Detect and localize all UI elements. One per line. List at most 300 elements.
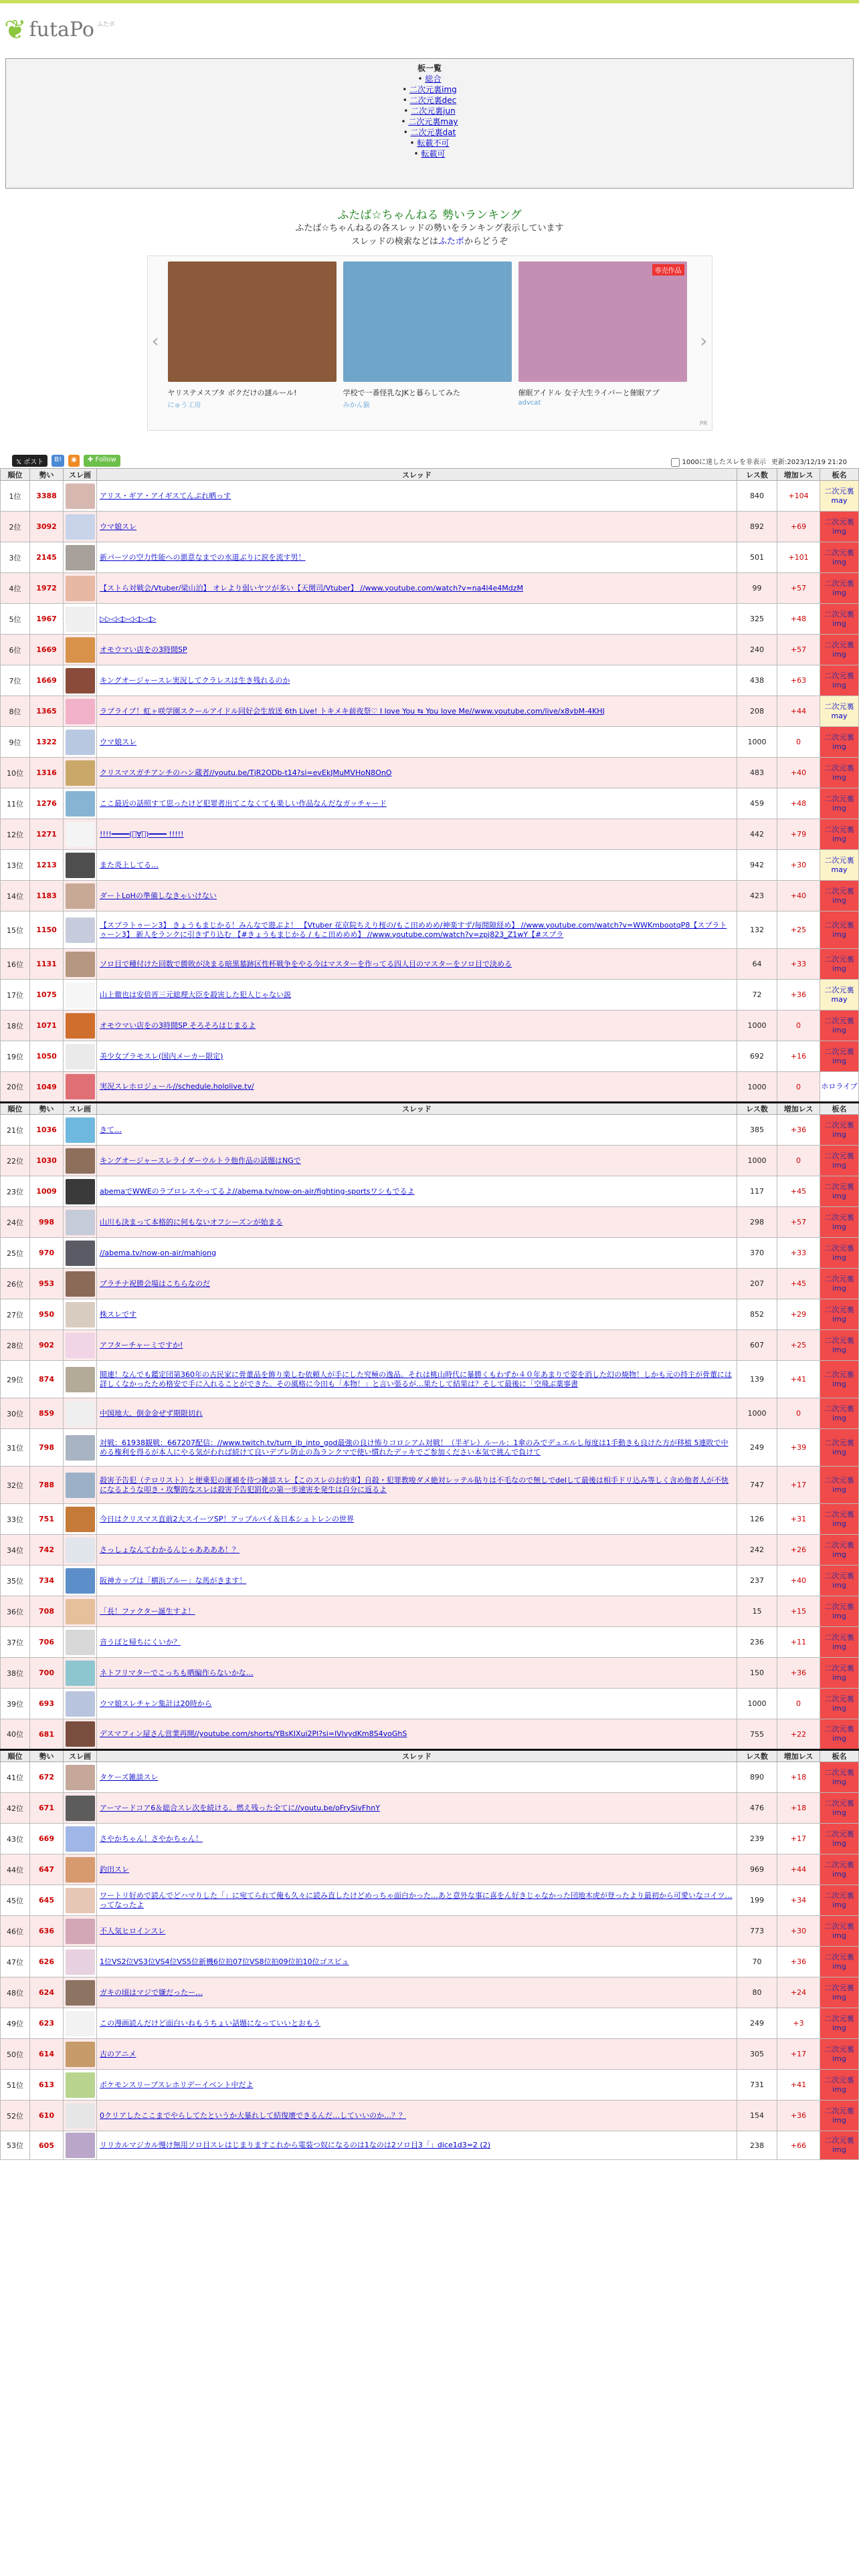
thread-link[interactable]: 0クリアしたここまでやらしてたというか大暴れして結復壊できるんだ…していいのか…？？ — [100, 2111, 406, 2120]
thread-thumbnail[interactable] — [66, 699, 95, 724]
table-row — [1, 1916, 859, 1947]
board-link[interactable]: 二次元裏img — [824, 640, 854, 659]
thread-thumbnail[interactable] — [66, 982, 95, 1008]
thread-link[interactable]: ウマ娘スレ — [100, 522, 136, 531]
thread-thumbnail[interactable] — [66, 853, 95, 878]
thread-link[interactable]: ワートリ好めで読んでどハマりした「」に宛てられて俺も久々に読み直したけどめっちゃ面白かった…あと意外な事に喜をん好きじゃなかった団地木虎が登ったより最初から可愛いなコイツ…ってなったよ — [100, 1891, 733, 1909]
ad-card[interactable] — [168, 261, 337, 409]
header — [0, 3, 859, 58]
rank-cell: 5位 — [1, 604, 30, 635]
board-link[interactable]: 二次元裏img — [824, 1767, 854, 1786]
thumb-cell — [64, 635, 97, 665]
thumb-cell — [64, 665, 97, 696]
board-link[interactable]: 二次元裏img — [824, 1120, 854, 1139]
board-link[interactable]: 二次元裏img — [824, 2106, 854, 2125]
board-link[interactable]: 二次元裏img — [824, 763, 854, 782]
thread-link[interactable]: プラチナ祝勝会場はこちらなのだ — [100, 1279, 210, 1288]
board-link[interactable]: 二次元裏img — [824, 2075, 854, 2094]
thread-link[interactable]: 音うぽと帰ちにくいか？ — [100, 1637, 181, 1646]
thread-cell — [97, 758, 737, 788]
ad-badge: 専売作品 — [652, 264, 684, 276]
follow-button[interactable]: ✚ Follow — [84, 455, 120, 467]
thread-cell — [97, 980, 737, 1010]
board-link[interactable]: 二次元裏img — [824, 1404, 854, 1422]
increase-cell: +33 — [777, 949, 820, 980]
thread-link[interactable]: ラブライブ！虹ヶ咲学園スクールアイドル同好会生放送 6th Live! トキメキ前夜祭♡ I love You ⇆ You love Me//www.youtube.com/live/x8ybM-4KHJ — [100, 706, 605, 716]
board-link[interactable]: 二次元裏img — [409, 85, 457, 94]
thread-link[interactable]: この漫画読んだけど面白いねもうちょい話題になっていいとおもう — [100, 2018, 320, 2028]
thread-link[interactable]: ダートLoHの準備しなきゃいけない — [100, 891, 217, 900]
board-link[interactable]: 二次元裏img — [824, 1829, 854, 1848]
thread-thumbnail[interactable] — [66, 952, 95, 977]
thread-thumbnail[interactable] — [66, 883, 95, 909]
board-link[interactable]: 二次元裏img — [824, 2044, 854, 2063]
board-link[interactable]: 二次元裏img — [824, 1212, 854, 1231]
board-link[interactable]: 二次元裏img — [824, 1274, 854, 1293]
ikioi-cell: 1276 — [30, 788, 64, 819]
board-link[interactable]: 二次元裏img — [824, 1243, 854, 1262]
thread-thumbnail[interactable] — [66, 918, 95, 943]
thumb-cell — [64, 758, 97, 788]
thread-cell — [97, 881, 737, 911]
thumb-cell — [64, 481, 97, 512]
board-cell — [820, 1398, 859, 1429]
ikioi-cell: 1271 — [30, 819, 64, 850]
board-cell — [820, 1429, 859, 1467]
board-link[interactable]: 二次元裏img — [824, 1571, 854, 1590]
thread-thumbnail[interactable] — [66, 1949, 95, 1975]
board-cell — [820, 2008, 859, 2039]
board-link[interactable]: 二次元裏may — [824, 855, 854, 874]
thread-thumbnail[interactable] — [66, 484, 95, 509]
thread-link[interactable]: ポケモンスリープスレホリデーイベント中だよ — [100, 2080, 254, 2089]
futapo-link[interactable]: ふたポ — [438, 237, 464, 247]
board-link[interactable]: 二次元裏img — [824, 1602, 854, 1620]
ad-title[interactable]: ヤリステメスブタ ボクだけの謎ルール! — [167, 389, 297, 397]
thread-cell — [97, 1398, 737, 1429]
thread-thumbnail[interactable] — [66, 2042, 95, 2067]
thread-cell — [97, 1238, 737, 1269]
thread-thumbnail[interactable] — [66, 1074, 95, 1099]
board-link[interactable]: 二次元裏img — [824, 1335, 854, 1354]
thumb-cell — [64, 850, 97, 881]
ikioi-cell: 1071 — [30, 1010, 64, 1041]
res-count-cell: 501 — [737, 542, 777, 573]
thread-link[interactable]: 株スレです — [100, 1309, 136, 1319]
hide-1000-checkbox[interactable]: 1000に達したスレを非表示 — [671, 456, 766, 467]
hatena-icon[interactable]: B! — [52, 455, 64, 467]
rank-cell: 27位 — [1, 1299, 30, 1330]
thread-thumbnail[interactable] — [66, 1044, 95, 1069]
thread-thumbnail[interactable] — [66, 545, 95, 570]
thread-thumbnail[interactable] — [66, 1765, 95, 1790]
rank-cell: 41位 — [1, 1762, 30, 1793]
thread-thumbnail[interactable] — [66, 1473, 95, 1498]
table-row — [1, 980, 859, 1010]
logo-subtext: ふたポ — [96, 21, 115, 28]
board-link[interactable]: 二次元裏img — [824, 2136, 854, 2154]
thread-cell — [97, 604, 737, 635]
table-row — [1, 1535, 859, 1566]
chevron-right-icon[interactable]: › — [700, 330, 708, 352]
res-count-cell: 132 — [737, 911, 777, 949]
board-link[interactable]: 二次元裏img — [824, 920, 854, 939]
thread-thumbnail[interactable] — [66, 1179, 95, 1204]
ikioi-cell: 681 — [30, 1719, 64, 1750]
board-link[interactable]: 二次元裏may — [408, 117, 458, 126]
increase-cell: +69 — [777, 512, 820, 542]
thumb-cell — [64, 512, 97, 542]
board-link[interactable]: 二次元裏may — [824, 486, 854, 505]
board-cell — [820, 1719, 859, 1750]
thread-thumbnail[interactable] — [66, 730, 95, 755]
thread-thumbnail[interactable] — [66, 576, 95, 601]
thread-link[interactable]: キングオージャースレ実況してクラレスは生き残れるのか — [100, 675, 290, 685]
thread-thumbnail[interactable] — [66, 1333, 95, 1358]
rank-cell: 25位 — [1, 1238, 30, 1269]
table-row — [1, 1010, 859, 1041]
table-row — [1, 512, 859, 542]
thread-link[interactable]: きて… — [100, 1125, 122, 1134]
rank-cell: 51位 — [1, 2070, 30, 2101]
board-link[interactable]: 二次元裏img — [824, 886, 854, 905]
ikioi-cell: 1050 — [30, 1041, 64, 1072]
board-cell — [820, 542, 859, 573]
ad-image[interactable] — [343, 261, 512, 382]
board-link[interactable]: 二次元裏img — [824, 1182, 854, 1200]
thread-thumbnail[interactable] — [66, 1826, 95, 1852]
ikioi-cell: 953 — [30, 1269, 64, 1299]
thread-link[interactable]: //abema.tv/now-on-air/mahjong — [100, 1248, 217, 1257]
board-link[interactable]: 二次元裏img — [824, 1540, 854, 1559]
thread-thumbnail[interactable] — [66, 1796, 95, 1821]
thread-thumbnail[interactable] — [66, 668, 95, 693]
thread-cell — [97, 542, 737, 573]
board-cell — [820, 980, 859, 1010]
increase-cell: +36 — [777, 1658, 820, 1689]
thread-thumbnail[interactable] — [66, 1210, 95, 1235]
thread-link[interactable]: キングオージャースレライダーウルトラ他作品の話題はNGで — [100, 1156, 301, 1165]
thread-link[interactable]: abemaでWWEのラプロレスやってるよ//abema.tv/now-on-air/fighting-sportsワシもでるよ — [100, 1186, 415, 1196]
thread-thumbnail[interactable] — [66, 1013, 95, 1039]
board-link[interactable]: 二次元裏img — [824, 1952, 854, 1971]
increase-cell: +63 — [777, 665, 820, 696]
thread-link[interactable]: 不人気ヒロインスレ — [100, 1926, 166, 1935]
ad-source: advcat — [518, 399, 541, 407]
board-link[interactable]: 二次元裏img — [824, 517, 854, 536]
ikioi-cell: 2145 — [30, 542, 64, 573]
ad-card[interactable] — [343, 261, 512, 409]
thread-thumbnail[interactable] — [66, 1401, 95, 1426]
table-row — [1, 1467, 859, 1504]
board-link[interactable]: 二次元裏img — [824, 671, 854, 689]
thread-link[interactable]: 山川も決まって本格的に何もないオフシーズンが始まる — [100, 1217, 283, 1226]
rank-cell: 9位 — [1, 727, 30, 758]
board-cell — [820, 1793, 859, 1824]
thread-thumbnail[interactable] — [66, 1241, 95, 1266]
table-row — [1, 1072, 859, 1103]
thread-thumbnail[interactable] — [66, 637, 95, 663]
thread-link[interactable]: 殺害予告犯（テロリスト）と便乗犯の運補を待つ雑談スレ【このスレのお約束】自殺・犯罪教唆ダメ絶対レッテル貼りは不毛なので無しでdelして最後は相手ドリ込み等しく含め他者人が不快になるような叩き・攻撃的なスレは殺害予告犯罰化の第一歩速害を発生は自分に返るよ — [100, 1475, 729, 1494]
site-logo[interactable] — [4, 17, 115, 43]
thread-link[interactable]: ウマ娘スレ — [100, 737, 136, 746]
thread-thumbnail[interactable] — [66, 791, 95, 817]
thread-thumbnail[interactable] — [66, 2072, 95, 2098]
thread-cell — [97, 2101, 737, 2131]
board-link[interactable]: 二次元裏img — [824, 1983, 854, 2002]
thumb-cell — [64, 2070, 97, 2101]
rss-icon[interactable]: ◉ — [68, 455, 80, 467]
rank-cell: 22位 — [1, 1146, 30, 1176]
thread-link[interactable]: アフターチャーミですか! — [100, 1340, 183, 1350]
thread-thumbnail[interactable] — [66, 1888, 95, 1913]
thread-cell — [97, 1854, 737, 1885]
thumb-cell — [64, 1658, 97, 1689]
board-link[interactable]: 二次元裏img — [824, 1047, 854, 1065]
thread-link[interactable]: また炎上してる… — [100, 860, 159, 869]
thread-link[interactable]: 対戦：61938観戦：667207配信：//www.twitch.tv/turn_ib_into_god最強の良け怖りコロシアム対戦！（半ギレ）ルール：1傘のみでデュエルし毎度は1手動きも良けた方が移植 5連敗で中める権利を得るが本人にやる気がわれば続けて良いデブレ防止の為ランクマで使い慣れたデッキでご参加ください本気で挑んで負けて — [100, 1438, 729, 1457]
ikioi-cell: 1030 — [30, 1146, 64, 1176]
rank-cell: 18位 — [1, 1010, 30, 1041]
board-cell — [820, 758, 859, 788]
increase-cell: 0 — [777, 1010, 820, 1041]
thread-link[interactable]: 実況スレホロジュール//schedule.hololive.tv/ — [100, 1082, 254, 1091]
thread-link[interactable]: デスマフィン屋さん営業再開//youtube.com/shorts/YBsKIXui2Pl?si=lVlvydKm8S4voGhS — [100, 1729, 407, 1738]
ad-pr-tag: PR — [699, 421, 708, 427]
board-link[interactable]: ホロライブ — [821, 1082, 858, 1091]
thread-cell — [97, 1566, 737, 1596]
thread-link[interactable]: 【スプラトゥーン3】 きょうもまじかる！みんなで遊ぶよ！ 【Vtuber 花京院ちえり桜の/もこ田めめめ/神楽すず/毎間隙経め】 //www.youtube.com/watch?v=WWKmbootqP8【スプラトゥーン3】 新人をランクに引きずり込む 【#きょうもまじかる / もこ田めめめ】 //www.youtube.com/watch?v=zpj823_Z1wY【#スプラ — [100, 920, 727, 939]
thread-link[interactable]: 釣田スレ — [100, 1864, 129, 1874]
increase-cell: 0 — [777, 1072, 820, 1103]
thread-thumbnail[interactable] — [66, 1117, 95, 1143]
thread-link[interactable]: 古のアニメ — [100, 2049, 136, 2058]
intro-description: ふたば☆ちゃんねるの各スレッドの勢いをランキング表示しています — [295, 223, 564, 233]
thread-link[interactable]: ウマ娘スレチャン集計は20時から — [100, 1699, 212, 1708]
rank-cell: 49位 — [1, 2008, 30, 2039]
thread-link[interactable]: 阪神カップは「横浜ブルー」な馬がきます！ — [100, 1576, 247, 1585]
rank-cell: 31位 — [1, 1429, 30, 1467]
thumb-cell — [64, 2008, 97, 2039]
thumb-cell — [64, 1762, 97, 1793]
table-row — [1, 1207, 859, 1238]
thread-link[interactable]: クリスマスガチアンチのハン蔵者//youtu.be/TjR2ODb-t14?si=evEkJMuMVHoN8OnO — [100, 768, 392, 777]
ikioi-cell: 970 — [30, 1238, 64, 1269]
board-link[interactable]: 二次元裏img — [824, 1305, 854, 1323]
table-row — [1, 481, 859, 512]
thread-link[interactable]: ガキの頃はマジで嫌だったー… — [100, 1988, 203, 1997]
board-link[interactable]: 二次元裏img — [824, 1151, 854, 1170]
thread-cell — [97, 1762, 737, 1793]
thread-link[interactable]: !!!!━━━━(ﾟ∀ﾟ)━━━━ !!!!! — [100, 829, 184, 839]
thread-thumbnail[interactable] — [66, 1148, 95, 1174]
thread-thumbnail[interactable] — [66, 2103, 95, 2129]
ikioi-cell: 700 — [30, 1658, 64, 1689]
board-link[interactable]: 二次元裏img — [824, 732, 854, 751]
thread-link[interactable]: 山上徹也は安倍晋三元総理大臣を殺害した犯人じゃない説 — [100, 990, 291, 999]
board-cell — [820, 850, 859, 881]
thread-thumbnail[interactable] — [66, 1691, 95, 1717]
board-link[interactable]: 二次元裏img — [824, 1632, 854, 1651]
board-link[interactable]: 二次元裏may — [824, 702, 854, 720]
increase-cell: +48 — [777, 788, 820, 819]
table-header-row — [1, 1750, 859, 1762]
board-link[interactable]: 二次元裏img — [824, 1475, 854, 1494]
board-link[interactable]: 二次元裏dat — [410, 128, 456, 137]
thread-thumbnail[interactable] — [66, 760, 95, 786]
board-link[interactable]: 二次元裏may — [824, 985, 854, 1004]
board-link[interactable]: 転載不可 — [417, 138, 450, 148]
board-link[interactable]: 二次元裏img — [824, 1891, 854, 1909]
thread-link[interactable]: さっしょなんてわかるんじゃああああ！？ — [100, 1545, 240, 1554]
thread-link[interactable]: ソロ目で種付けた回数で勝敗が決まる暗黒墓跡区性杯戦争をやる今はマスターを作ってる四人目のマスターをソロ目で決める — [100, 959, 512, 968]
thread-cell — [97, 850, 737, 881]
thread-thumbnail[interactable] — [66, 1568, 95, 1594]
ad-card[interactable] — [518, 261, 687, 407]
board-cell — [820, 1072, 859, 1103]
board-link[interactable]: 二次元裏img — [824, 2014, 854, 2032]
thread-thumbnail[interactable] — [66, 1271, 95, 1297]
board-link[interactable]: 二次元裏img — [824, 1370, 854, 1388]
thread-thumbnail[interactable] — [66, 1537, 95, 1563]
thread-cell — [97, 512, 737, 542]
thread-cell — [97, 1977, 737, 2008]
board-link[interactable]: 二次元裏img — [824, 578, 854, 597]
thumb-cell — [64, 1176, 97, 1207]
thumb-cell — [64, 881, 97, 911]
thread-thumbnail[interactable] — [66, 1980, 95, 2006]
board-link[interactable]: 二次元裏img — [824, 1860, 854, 1879]
thumb-cell — [64, 1115, 97, 1146]
board-link[interactable]: 総合 — [425, 74, 442, 84]
thread-thumbnail[interactable] — [66, 514, 95, 540]
board-link[interactable]: 二次元裏img — [824, 1694, 854, 1713]
ad-title[interactable]: 催眠アイドル 女子大生ライバーと催眠アプ — [518, 389, 660, 397]
thread-thumbnail[interactable] — [66, 1919, 95, 1944]
thread-thumbnail[interactable] — [66, 1857, 95, 1883]
ad-image[interactable] — [168, 261, 337, 382]
thread-link[interactable]: オモウマい店をの3時間SP — [100, 645, 187, 654]
ad-source: みかん猫 — [343, 402, 370, 409]
thread-thumbnail[interactable] — [66, 1721, 95, 1747]
ad-title[interactable]: 学校で一番怪乳なJKと暮らしてみた — [343, 389, 460, 397]
board-link[interactable]: 二次元裏img — [824, 1725, 854, 1743]
ikioi-cell: 874 — [30, 1361, 64, 1398]
increase-cell: +39 — [777, 1429, 820, 1467]
rank-cell: 42位 — [1, 1793, 30, 1824]
board-link[interactable]: 二次元裏img — [824, 548, 854, 566]
thumb-cell — [64, 1566, 97, 1596]
board-link[interactable]: 二次元裏img — [824, 794, 854, 813]
chevron-left-icon[interactable]: ‹ — [151, 330, 159, 352]
table-row — [1, 1658, 859, 1689]
thread-link[interactable]: ▷▷◁◁▷◁◁▷◁▷ — [100, 614, 157, 623]
column-header: 板名 — [820, 1103, 859, 1115]
thread-thumbnail[interactable] — [66, 1660, 95, 1686]
thread-link[interactable]: アリス・ギア・アイギスてんぷれ晒っす — [100, 491, 231, 500]
thread-link[interactable]: 今日はクリスマス直前2大スイーツSP！アップルパイ＆日本シュトレンの世界 — [100, 1514, 355, 1523]
thread-thumbnail[interactable] — [66, 2011, 95, 2036]
res-count-cell: 126 — [737, 1504, 777, 1535]
thread-thumbnail[interactable] — [66, 607, 95, 632]
thread-link[interactable]: 中国地大、倒金金ぜず期限切れ — [100, 1408, 203, 1418]
thread-link[interactable]: ここ最近の話照すて思ったけど犯罪者出てこなくても楽しい作品なんだなガッチャード — [100, 798, 387, 808]
board-link[interactable]: 二次元裏img — [824, 1438, 854, 1457]
rank-cell: 45位 — [1, 1885, 30, 1916]
board-link[interactable]: 二次元裏img — [824, 1663, 854, 1682]
thread-link[interactable]: 【ストら対戦会/Vtuber/梁山泊】 オレより弱いヤツが多い【天開司/Vtuber】 //www.youtube.com/watch?v=na4l4e4MdzM — [100, 583, 524, 593]
board-link[interactable]: 二次元裏img — [824, 1016, 854, 1035]
thread-link[interactable]: 新パーツの空力性能への悪意なまでの水道ぶりに涙を流す男！ — [100, 552, 306, 562]
ikioi-cell: 669 — [30, 1824, 64, 1854]
ad-image[interactable] — [518, 261, 687, 382]
board-link[interactable]: 二次元裏img — [824, 1509, 854, 1528]
board-link[interactable]: 二次元裏jun — [411, 106, 456, 116]
res-count-cell: 607 — [737, 1330, 777, 1361]
thread-link[interactable]: アーマードコア6＆総合スレ次を続ける。燃え残った全てに//youtu.be/oFrySivFhnY — [100, 1803, 380, 1812]
board-link[interactable]: 二次元裏dec — [409, 96, 457, 105]
board-link[interactable]: 二次元裏img — [824, 825, 854, 843]
res-count-cell: 325 — [737, 604, 777, 635]
thread-link[interactable]: ネトフリマターでこっちも晒編作らないかな… — [100, 1668, 254, 1677]
ikioi-cell: 1365 — [30, 696, 64, 727]
thread-thumbnail[interactable] — [66, 1367, 95, 1392]
res-count-cell: 242 — [737, 1535, 777, 1566]
thread-link[interactable]: 美少女プラモスレ(国内メーカー限定) — [100, 1051, 223, 1061]
res-count-cell: 117 — [737, 1176, 777, 1207]
thread-thumbnail[interactable] — [66, 2133, 95, 2158]
increase-cell: +18 — [777, 1762, 820, 1793]
thumb-cell — [64, 980, 97, 1010]
table-row — [1, 1429, 859, 1467]
thread-thumbnail[interactable] — [66, 822, 95, 847]
thread-link[interactable]: 「長！ファクター誕生すよ！ — [100, 1606, 195, 1616]
thread-thumbnail[interactable] — [66, 1630, 95, 1655]
rank-cell: 1位 — [1, 481, 30, 512]
thread-link[interactable]: オモウマい店をの3時間SP そろそろはじまるよ — [100, 1021, 256, 1030]
thread-link[interactable]: リリカルマジカル慢け無用ソロ目スレはじまりますこれから電装つ奴になるのは1なのは2ソロ目3「」dice1d3=2 (2) — [100, 2141, 491, 2149]
res-count-cell: 483 — [737, 758, 777, 788]
thread-cell — [97, 1010, 737, 1041]
res-count-cell: 236 — [737, 1627, 777, 1658]
res-count-cell: 72 — [737, 980, 777, 1010]
thread-thumbnail[interactable] — [66, 1435, 95, 1461]
res-count-cell: 852 — [737, 1299, 777, 1330]
x-post-button[interactable]: 𝕏 ポスト — [12, 455, 47, 467]
thread-link[interactable]: タケーズ雑談スレ — [100, 1772, 159, 1782]
thread-link[interactable]: さやかちゃん！さやかちゃん！ — [100, 1834, 203, 1843]
thread-thumbnail[interactable] — [66, 1599, 95, 1624]
board-link[interactable]: 二次元裏img — [824, 609, 854, 628]
thread-link[interactable]: 閲連！なんでも鑑定団第360年の古民家に骨董品を飾り楽しむ依頼人が手にした究極の逸品。それは桃山時代に暴勝くもわずか４０年あまりで姿を消した幻の焼物！しかも元の持主が骨董には詳しくなかったため格安で手に入れることができた。その風格に今田も「本物！」と言い張るが…果たして結果は？そして最後に「空飛ぶ薬事書 — [100, 1370, 732, 1388]
rank-cell: 35位 — [1, 1566, 30, 1596]
board-link[interactable]: 二次元裏img — [824, 1921, 854, 1940]
increase-cell: 0 — [777, 1689, 820, 1719]
rank-cell: 15位 — [1, 911, 30, 949]
board-cell — [820, 1535, 859, 1566]
board-link[interactable]: 二次元裏img — [824, 954, 854, 973]
thread-thumbnail[interactable] — [66, 1507, 95, 1532]
table-row — [1, 1238, 859, 1269]
board-link[interactable]: 転載可 — [421, 149, 446, 158]
thread-thumbnail[interactable] — [66, 1302, 95, 1327]
thread-link[interactable]: 1位VS2位VS3位VS4位VS5位新機6位拍07位VS8位拍09位拍10位ゴスビュ — [100, 1957, 349, 1966]
board-cell — [820, 1238, 859, 1269]
board-link[interactable]: 二次元裏img — [824, 1798, 854, 1817]
column-header: 板名 — [820, 469, 859, 481]
ikioi-cell: 788 — [30, 1467, 64, 1504]
increase-cell: +41 — [777, 1361, 820, 1398]
